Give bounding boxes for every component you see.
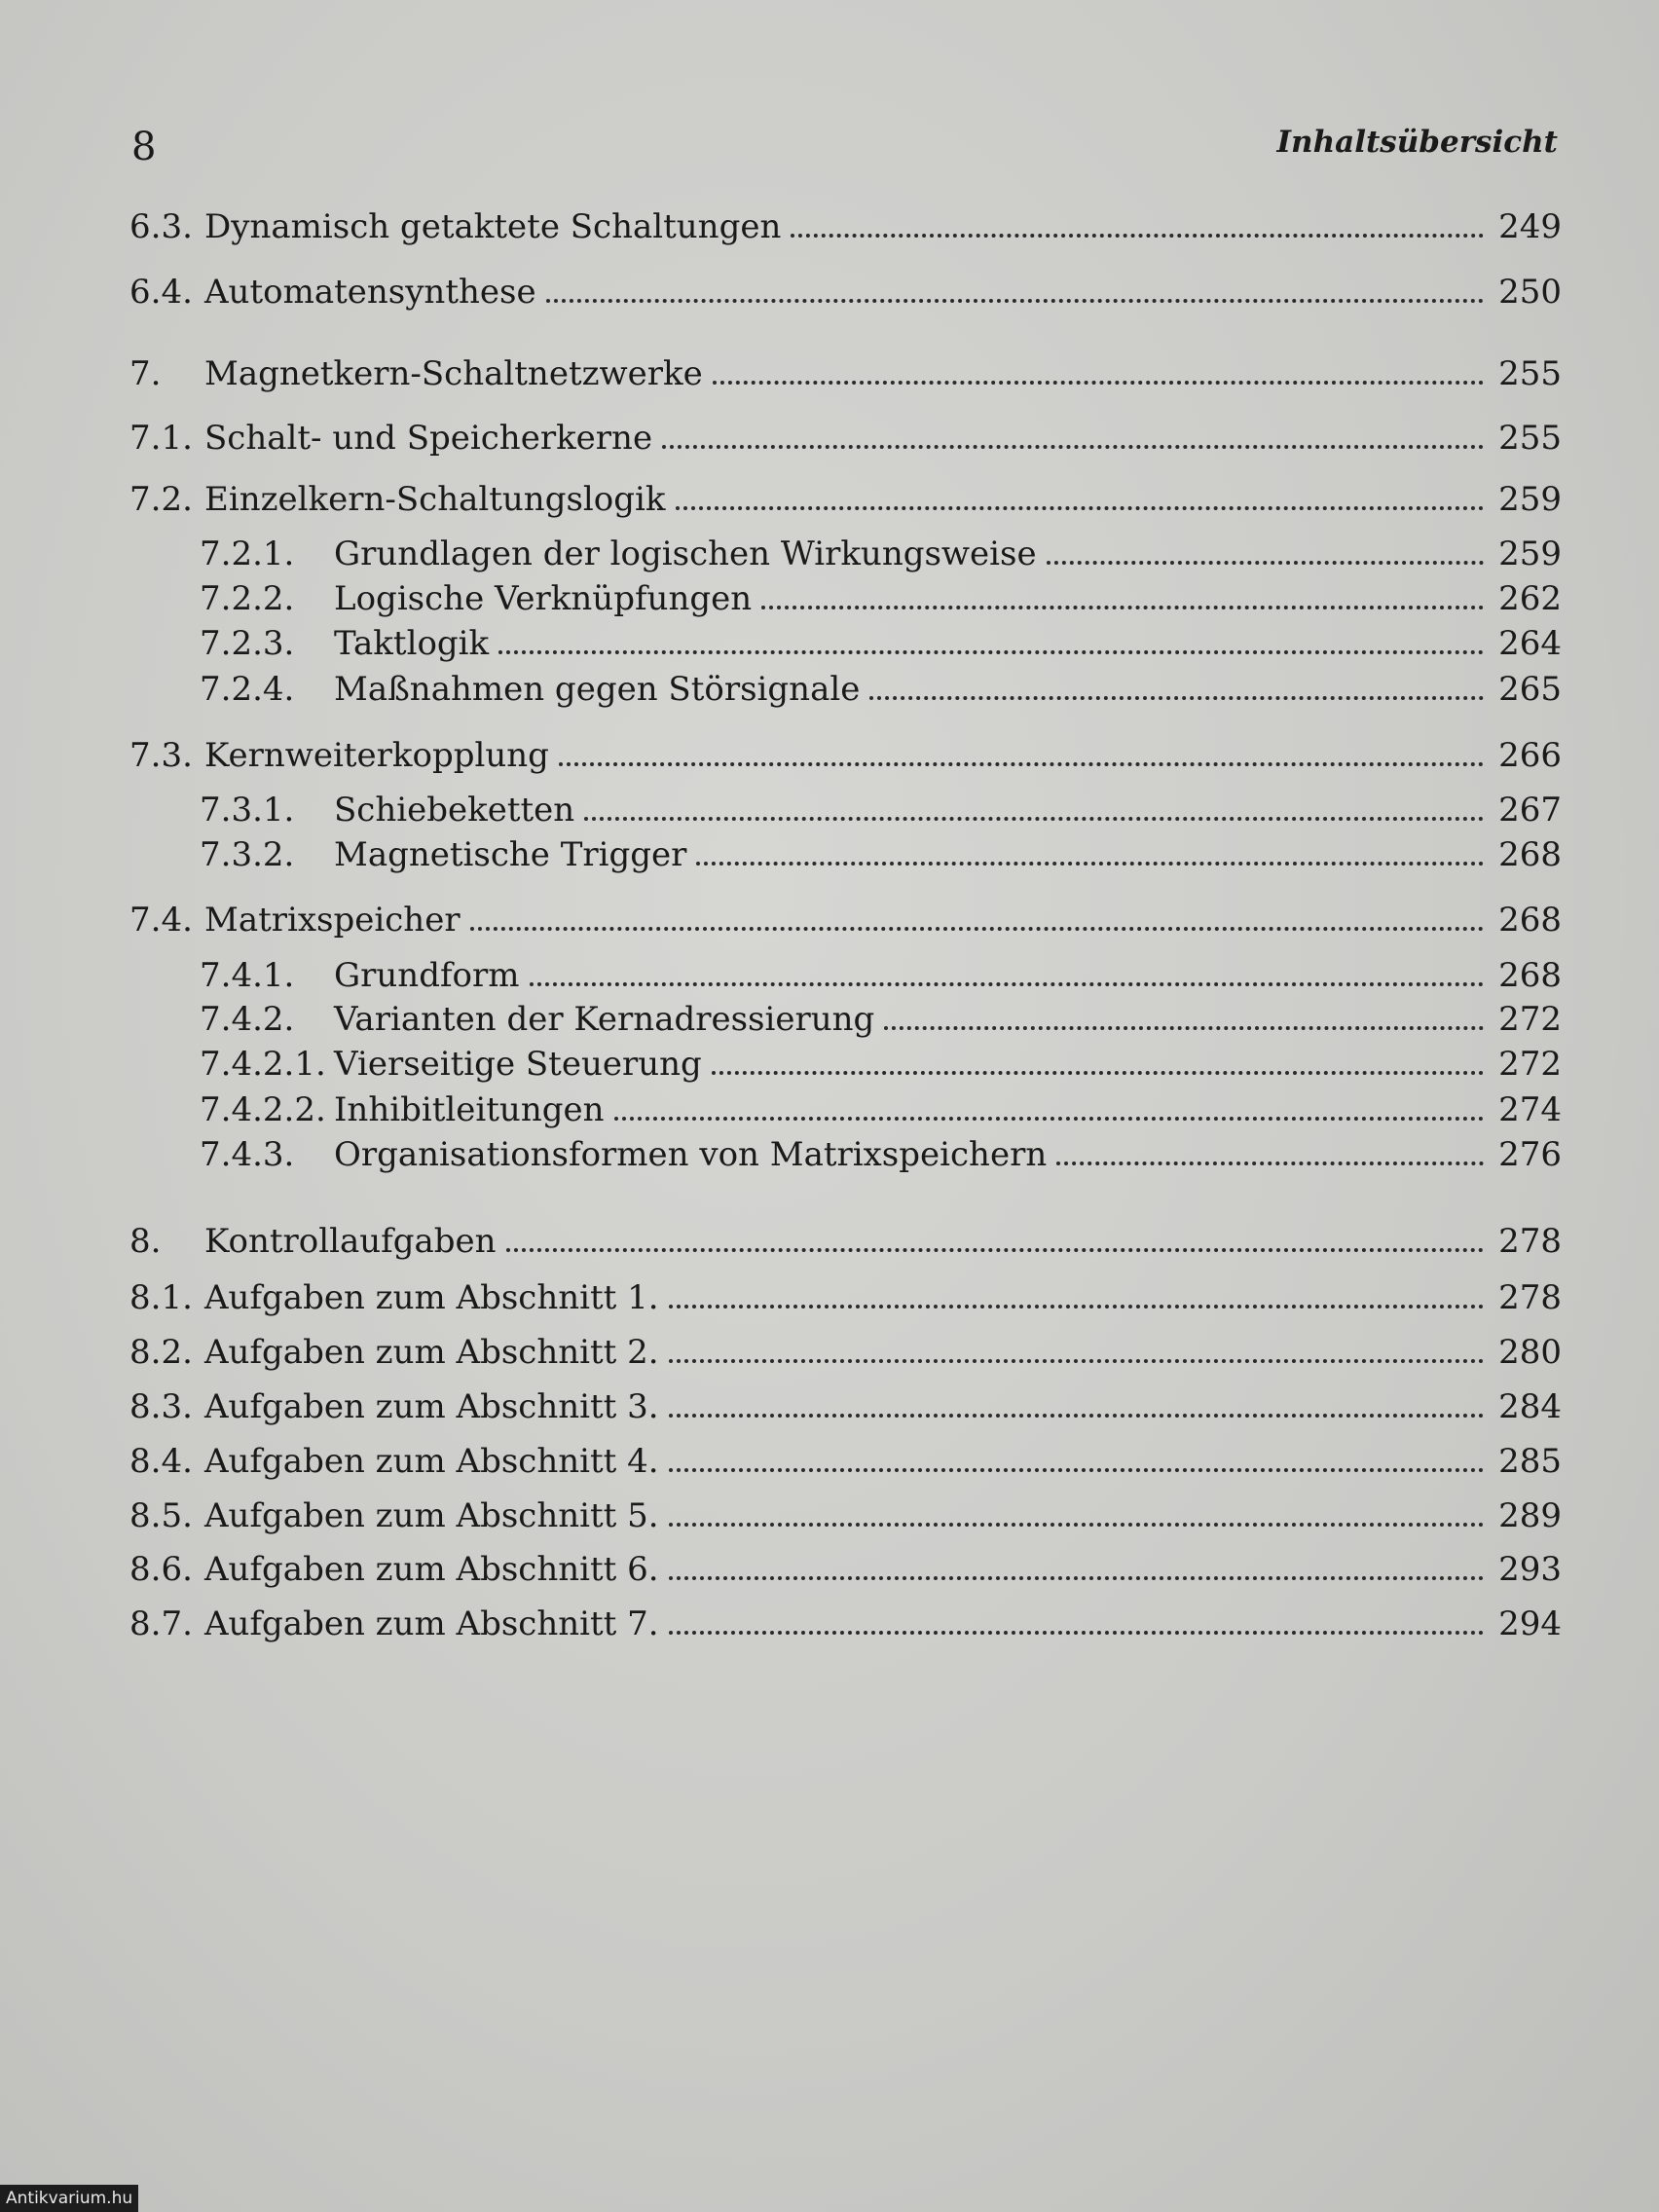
toc-entry-page: 259: [1498, 480, 1562, 519]
toc-entry-number: 7.4.2.2.: [200, 1090, 326, 1129]
toc-entry-title: Aufgaben zum Abschnitt 1.: [204, 1278, 659, 1317]
toc-entry: [200, 996, 1562, 1043]
toc-entry-number: 8.7.: [129, 1604, 193, 1643]
dot-leader: [614, 1107, 1484, 1121]
toc-entry: [129, 415, 1562, 461]
toc-entry: [200, 531, 1562, 577]
dot-leader: [669, 1295, 1484, 1309]
page-header: [131, 125, 1558, 183]
toc-entry-number: 7.2.4.: [200, 670, 295, 709]
toc-entry: [129, 1218, 1562, 1265]
toc-entry-title: Grundlagen der logischen Wirkungsweise: [334, 535, 1037, 573]
toc-entry-title: Aufgaben zum Abschnitt 5.: [204, 1496, 659, 1535]
dot-leader: [676, 497, 1485, 510]
toc-entry-number: 7.2.: [129, 480, 193, 519]
toc-entry-number: 8.: [129, 1222, 162, 1261]
toc-entry: [129, 1329, 1562, 1376]
toc-entry-page: 268: [1498, 901, 1562, 940]
toc-entry-title: Kernweiterkopplung: [204, 736, 549, 775]
toc-entry-title: Dynamisch getaktete Schaltungen: [204, 207, 782, 246]
toc-entry-title: Inhibitleitungen: [334, 1090, 605, 1129]
toc-entry-page: 255: [1498, 419, 1562, 458]
running-title: Inhaltsübersicht: [1276, 125, 1558, 160]
toc-entry-number: 8.2.: [129, 1333, 193, 1372]
toc-entry-page: 264: [1498, 624, 1562, 663]
toc-entry-page: 276: [1498, 1135, 1562, 1174]
toc-entry-page: 250: [1498, 273, 1562, 312]
toc-entry: [200, 1087, 1562, 1133]
toc-entry: [129, 476, 1562, 523]
toc-entry-page: 280: [1498, 1333, 1562, 1372]
toc-entry-title: Grundform: [334, 956, 520, 995]
dot-leader: [696, 852, 1484, 866]
toc-entry-title: Vierseitige Steuerung: [334, 1045, 702, 1084]
dot-leader: [1056, 1152, 1484, 1165]
toc-entry-page: 265: [1498, 670, 1562, 709]
toc-entry-page: 284: [1498, 1387, 1562, 1426]
dot-leader: [470, 917, 1484, 931]
toc-entry-number: 7.4.2.1.: [200, 1045, 326, 1084]
toc-entry-page: 285: [1498, 1442, 1562, 1481]
toc-entry-title: Matrixspeicher: [204, 901, 461, 940]
toc-entry: [200, 575, 1562, 622]
toc-entry-page: 267: [1498, 791, 1562, 830]
toc-entry-number: 7.2.3.: [200, 624, 295, 663]
dot-leader: [559, 753, 1484, 766]
toc-entry: [129, 1274, 1562, 1321]
toc-entry-title: Magnetkern-Schaltnetzwerke: [204, 354, 703, 393]
toc-entry: [200, 620, 1562, 667]
toc-entry-number: 8.1.: [129, 1278, 193, 1317]
dot-leader: [506, 1238, 1484, 1252]
toc-entry-title: Automatensynthese: [204, 273, 536, 312]
toc-entry-page: 272: [1498, 1045, 1562, 1084]
toc-entry-page: 293: [1498, 1550, 1562, 1589]
toc-entry-number: 7.1.: [129, 419, 193, 458]
toc-entry-page: 259: [1498, 535, 1562, 573]
toc-entry: [129, 203, 1562, 250]
toc-entry-number: 8.5.: [129, 1496, 193, 1535]
toc-entry-page: 268: [1498, 956, 1562, 995]
toc-entry-number: 7.3.: [129, 736, 193, 775]
toc-entry-title: Aufgaben zum Abschnitt 6.: [204, 1550, 659, 1589]
toc-entry-title: Organisationsformen von Matrixspeichern: [334, 1135, 1048, 1174]
toc-entry-title: Taktlogik: [334, 624, 490, 663]
toc-entry-number: 7.2.2.: [200, 579, 295, 618]
toc-entry-page: 255: [1498, 354, 1562, 393]
toc-entry-page: 249: [1498, 207, 1562, 246]
toc-entry-number: 8.6.: [129, 1550, 193, 1589]
toc-entry-title: Kontrollaufgaben: [204, 1222, 497, 1261]
toc-entry-number: 7.4.3.: [200, 1135, 295, 1174]
toc-entry: [129, 1383, 1562, 1430]
dot-leader: [791, 224, 1484, 238]
toc-entry-page: 289: [1498, 1496, 1562, 1535]
dot-leader: [669, 1621, 1484, 1635]
dot-leader: [584, 807, 1484, 821]
dot-leader: [669, 1349, 1484, 1363]
toc-entry-number: 7.2.1.: [200, 535, 295, 573]
toc-entry-number: 8.3.: [129, 1387, 193, 1426]
toc-entry-page: 262: [1498, 579, 1562, 618]
toc-entry-number: 7.: [129, 354, 162, 393]
toc-entry-title: Aufgaben zum Abschnitt 2.: [204, 1333, 659, 1372]
toc-entry: [200, 952, 1562, 999]
toc-entry-page: 278: [1498, 1222, 1562, 1261]
toc-entry-number: 7.4.: [129, 901, 193, 940]
toc-entry: [129, 350, 1562, 397]
toc-entry-title: Aufgaben zum Abschnitt 7.: [204, 1604, 659, 1643]
toc-entry-title: Logische Verknüpfungen: [334, 579, 753, 618]
toc-entry-number: 7.4.2.: [200, 1000, 295, 1039]
toc-entry-title: Schiebeketten: [334, 791, 575, 830]
dot-leader: [713, 371, 1484, 385]
dot-leader: [662, 435, 1484, 449]
toc-entry: [129, 269, 1562, 315]
dot-leader: [530, 973, 1484, 986]
toc-entry-page: 274: [1498, 1090, 1562, 1129]
dot-leader: [669, 1458, 1484, 1472]
page-number: 8: [131, 125, 157, 169]
dot-leader: [869, 686, 1484, 700]
toc-entry: [200, 787, 1562, 833]
toc-entry: [129, 1438, 1562, 1485]
watermark: Antikvarium.hu: [0, 2185, 138, 2212]
toc-entry-number: 6.4.: [129, 273, 193, 312]
dot-leader: [884, 1016, 1484, 1030]
toc-entry-number: 6.3.: [129, 207, 193, 246]
dot-leader: [498, 641, 1484, 654]
toc-entry: [129, 897, 1562, 943]
toc-entry: [200, 1041, 1562, 1088]
dot-leader: [712, 1061, 1484, 1075]
dot-leader: [669, 1404, 1484, 1418]
toc-entry: [129, 1601, 1562, 1647]
toc-entry: [200, 831, 1562, 878]
toc-entry-title: Schalt- und Speicherkerne: [204, 419, 653, 458]
toc-entry-number: 8.4.: [129, 1442, 193, 1481]
toc-entry-title: Einzelkern-Schaltungslogik: [204, 480, 666, 519]
toc-entry: [200, 666, 1562, 713]
toc-entry-title: Aufgaben zum Abschnitt 3.: [204, 1387, 659, 1426]
toc-entry-number: 7.4.1.: [200, 956, 295, 995]
dot-leader: [669, 1567, 1484, 1580]
toc-entry-page: 268: [1498, 835, 1562, 874]
dot-leader: [669, 1513, 1484, 1527]
toc-entry: [129, 732, 1562, 779]
toc-entry-number: 7.3.2.: [200, 835, 295, 874]
toc-entry-title: Aufgaben zum Abschnitt 4.: [204, 1442, 659, 1481]
toc-entry: [129, 1493, 1562, 1539]
toc-entry-page: 272: [1498, 1000, 1562, 1039]
dot-leader: [761, 596, 1484, 609]
toc-entry-page: 278: [1498, 1278, 1562, 1317]
dot-leader: [546, 289, 1484, 303]
toc-entry-number: 7.3.1.: [200, 791, 295, 830]
toc-entry-title: Maßnahmen gegen Störsignale: [334, 670, 861, 709]
toc-entry-page: 266: [1498, 736, 1562, 775]
toc-entry: [129, 1546, 1562, 1593]
toc-entry-title: Varianten der Kernadressierung: [334, 1000, 875, 1039]
toc-entry-page: 294: [1498, 1604, 1562, 1643]
toc-entry: [200, 1131, 1562, 1178]
dot-leader: [1047, 551, 1484, 565]
toc-entry-title: Magnetische Trigger: [334, 835, 687, 874]
